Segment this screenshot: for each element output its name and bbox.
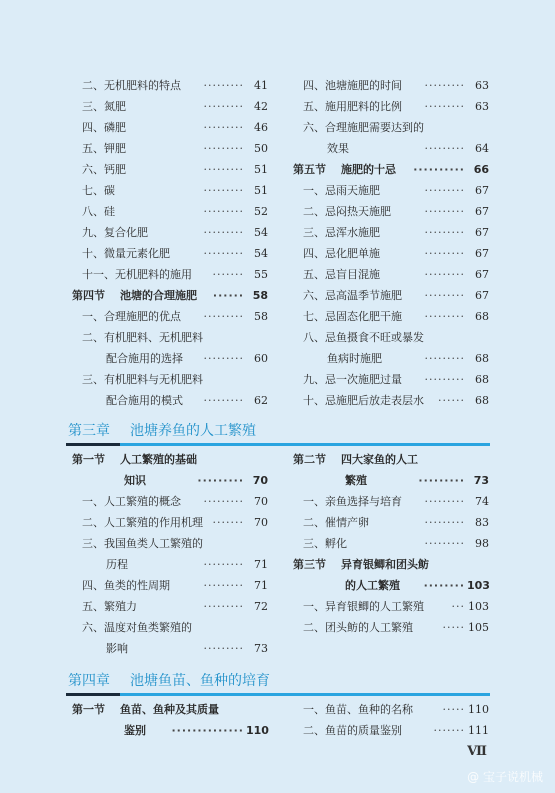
section-number: 第一节 <box>72 453 105 466</box>
leader-dots: ········· <box>203 600 244 613</box>
entry-label: 一、忌雨天施肥 <box>303 184 380 197</box>
leader-dots: ········· <box>203 247 244 260</box>
toc-entry[interactable] <box>293 721 489 741</box>
page-number: 103 <box>467 579 490 592</box>
entry-label: 三、有机肥料与无机肥料 <box>82 373 203 386</box>
page-number: 52 <box>254 205 268 218</box>
leader-dots: ······· <box>433 724 465 737</box>
leader-dots: ····· <box>442 621 465 634</box>
page-number: 105 <box>468 621 489 634</box>
entry-label: 七、忌固态化肥干施 <box>303 310 402 323</box>
toc-entry[interactable] <box>293 513 489 533</box>
toc-entry-continuation[interactable] <box>293 471 489 491</box>
page-number: 67 <box>475 205 489 218</box>
page-number: 110 <box>468 703 489 716</box>
page-number: 67 <box>475 184 489 197</box>
entry-label: 三、忌浑水施肥 <box>303 226 380 239</box>
leader-dots: ··· <box>451 600 465 613</box>
section-number: 第四节 <box>72 289 105 302</box>
entry-label: 二、团头鲂的人工繁殖 <box>303 621 413 634</box>
toc-section[interactable] <box>72 450 268 470</box>
toc-entry[interactable] <box>72 534 268 554</box>
page-number: 42 <box>254 100 268 113</box>
page-number: 68 <box>475 310 489 323</box>
page-number: 67 <box>475 247 489 260</box>
toc-entry[interactable] <box>293 492 489 512</box>
entry-label: 三、孵化 <box>303 537 347 550</box>
chapter-rule-dark <box>66 693 120 696</box>
entry-label: 四、磷肥 <box>82 121 126 134</box>
watermark <box>467 768 543 785</box>
entry-label: 二、无机肥料的特点 <box>82 79 181 92</box>
toc-entry[interactable] <box>293 534 489 554</box>
page-number: 74 <box>475 495 489 508</box>
toc-section[interactable] <box>72 286 268 306</box>
entry-label: 配合施用的模式 <box>106 394 183 407</box>
entry-label: 十一、无机肥料的施用 <box>82 268 192 281</box>
entry-label: 五、钾肥 <box>82 142 126 155</box>
toc-entry-continuation[interactable] <box>72 471 268 491</box>
entry-label: 四、鱼类的性周期 <box>82 579 170 592</box>
leader-dots: ········· <box>203 184 244 197</box>
entry-label: 二、催情产卵 <box>303 516 369 529</box>
leader-dots: ········· <box>203 121 244 134</box>
leader-dots: ······ <box>212 289 244 302</box>
toc-entry[interactable] <box>72 307 268 327</box>
entry-label: 一、合理施肥的优点 <box>82 310 181 323</box>
leader-dots: ········· <box>424 247 465 260</box>
leader-dots: ·············· <box>171 724 244 737</box>
chapter-heading-3 <box>66 420 490 446</box>
page-number: 73 <box>254 642 268 655</box>
toc-entry[interactable] <box>72 181 268 201</box>
toc-entry[interactable] <box>293 76 489 96</box>
leader-dots: ········· <box>424 226 465 239</box>
leader-dots: ········· <box>424 79 465 92</box>
entry-label: 二、鱼苗的质量鉴别 <box>303 724 402 737</box>
page-number: 63 <box>475 79 489 92</box>
toc-entry[interactable] <box>72 118 268 138</box>
page-number: 67 <box>475 226 489 239</box>
page-number: 46 <box>254 121 268 134</box>
leader-dots: ·········· <box>413 163 465 176</box>
toc-entry-continuation[interactable] <box>72 349 268 369</box>
page-number: 50 <box>254 142 268 155</box>
entry-label: 二、忌闷热天施肥 <box>303 205 391 218</box>
leader-dots: ········· <box>424 142 465 155</box>
leader-dots: ········· <box>197 474 244 487</box>
leader-dots: ········· <box>424 268 465 281</box>
chapter-heading-4 <box>66 670 490 696</box>
toc-entry-continuation[interactable] <box>72 639 268 659</box>
entry-label: 知识 <box>124 474 146 487</box>
toc-entry-continuation[interactable] <box>293 139 489 159</box>
chapter-rule-dark <box>66 443 120 446</box>
entry-label: 八、忌鱼摄食不旺或暴发 <box>303 331 424 344</box>
toc-column-ch4-right <box>293 700 489 744</box>
toc-entry[interactable] <box>293 618 489 638</box>
leader-dots: ········· <box>203 310 244 323</box>
leader-dots: ········· <box>424 495 465 508</box>
toc-entry[interactable] <box>72 618 268 638</box>
toc-entry-continuation[interactable] <box>72 391 268 411</box>
section-title: 施肥的十忌 <box>341 163 396 176</box>
toc-entry[interactable] <box>293 181 489 201</box>
toc-column-top-left <box>72 76 268 406</box>
chapter-number: 第三章 <box>68 423 110 439</box>
toc-entry[interactable] <box>72 97 268 117</box>
entry-label: 的人工繁殖 <box>345 579 400 592</box>
entry-label: 三、氮肥 <box>82 100 126 113</box>
page-number: 71 <box>254 579 268 592</box>
chapter-rule-blue <box>120 693 490 696</box>
page-number: 70 <box>254 516 268 529</box>
toc-entry[interactable] <box>293 265 489 285</box>
entry-label: 六、钙肥 <box>82 163 126 176</box>
section-title: 四大家鱼的人工 <box>341 453 418 466</box>
toc-entry[interactable] <box>293 370 489 390</box>
entry-label: 鉴别 <box>124 724 146 737</box>
toc-entry[interactable] <box>72 576 268 596</box>
section-title: 异育银鲫和团头鲂 <box>341 558 429 571</box>
page-number: 70 <box>254 495 268 508</box>
page-number: 111 <box>468 724 489 737</box>
toc-entry[interactable] <box>293 202 489 222</box>
page-number: 83 <box>475 516 489 529</box>
leader-dots: ········· <box>203 79 244 92</box>
entry-label: 影响 <box>106 642 128 655</box>
page-number: 71 <box>254 558 268 571</box>
leader-dots: ········· <box>424 205 465 218</box>
section-title: 池塘的合理施肥 <box>120 289 197 302</box>
page-number: 68 <box>475 373 489 386</box>
leader-dots: ········· <box>418 474 465 487</box>
entry-label: 七、碳 <box>82 184 115 197</box>
leader-dots: ······· <box>212 516 244 529</box>
toc-column-ch3-right <box>293 450 489 660</box>
entry-label: 四、池塘施肥的时间 <box>303 79 402 92</box>
toc-entry[interactable] <box>293 118 489 138</box>
leader-dots: ········· <box>203 579 244 592</box>
toc-entry-continuation[interactable] <box>72 721 268 741</box>
entry-label: 八、硅 <box>82 205 115 218</box>
page-number: 60 <box>254 352 268 365</box>
page-number: 110 <box>246 724 269 737</box>
toc-entry[interactable] <box>293 700 489 720</box>
page-number: 55 <box>254 268 268 281</box>
page-number: 41 <box>254 79 268 92</box>
leader-dots: ········· <box>203 394 244 407</box>
section-title: 鱼苗、鱼种及其质量 <box>120 703 219 716</box>
toc-entry[interactable] <box>293 597 489 617</box>
leader-dots: ········· <box>424 537 465 550</box>
entry-label: 九、复合化肥 <box>82 226 148 239</box>
toc-section[interactable] <box>293 555 489 575</box>
section-number: 第三节 <box>293 558 326 571</box>
page-number: 103 <box>468 600 489 613</box>
toc-entry[interactable] <box>72 160 268 180</box>
toc-entry[interactable] <box>293 244 489 264</box>
page-number: 63 <box>475 100 489 113</box>
leader-dots: ········· <box>203 495 244 508</box>
section-title: 人工繁殖的基础 <box>120 453 197 466</box>
page-number: 68 <box>475 352 489 365</box>
chapter-number: 第四章 <box>68 673 110 689</box>
toc-section[interactable] <box>293 160 489 180</box>
toc-entry-continuation[interactable] <box>72 555 268 575</box>
toc-section[interactable] <box>293 450 489 470</box>
page-number: 68 <box>475 394 489 407</box>
toc-entry[interactable] <box>293 286 489 306</box>
page-number: 51 <box>254 184 268 197</box>
entry-label: 十、微量元素化肥 <box>82 247 170 260</box>
entry-label: 五、施用肥料的比例 <box>303 100 402 113</box>
entry-label: 一、鱼苗、鱼种的名称 <box>303 703 413 716</box>
page-number: 54 <box>254 247 268 260</box>
page-number: 66 <box>473 163 489 176</box>
chapter-title: 池塘鱼苗、鱼种的培育 <box>130 673 270 689</box>
toc-entry[interactable] <box>72 139 268 159</box>
toc-entry[interactable] <box>72 223 268 243</box>
entry-label: 九、忌一次施肥过量 <box>303 373 402 386</box>
toc-entry[interactable] <box>293 223 489 243</box>
leader-dots: ········· <box>424 289 465 302</box>
toc-entry[interactable] <box>72 513 268 533</box>
toc-entry-continuation[interactable] <box>293 576 489 596</box>
entry-label: 繁殖 <box>345 474 367 487</box>
toc-entry[interactable] <box>293 391 489 411</box>
page-number: 72 <box>254 600 268 613</box>
page-number: 98 <box>475 537 489 550</box>
leader-dots: ········· <box>203 642 244 655</box>
page-number: 58 <box>252 289 268 302</box>
entry-label: 六、合理施肥需要达到的 <box>303 121 424 134</box>
leader-dots: ········· <box>203 142 244 155</box>
toc-entry[interactable] <box>72 265 268 285</box>
toc-entry-continuation[interactable] <box>293 349 489 369</box>
entry-label: 配合施用的选择 <box>106 352 183 365</box>
leader-dots: ········· <box>424 352 465 365</box>
leader-dots: ········· <box>203 352 244 365</box>
entry-label: 鱼病时施肥 <box>327 352 382 365</box>
leader-dots: ········ <box>423 579 465 592</box>
leader-dots: ······· <box>212 268 244 281</box>
leader-dots: ······ <box>438 394 465 407</box>
entry-label: 二、人工繁殖的作用机理 <box>82 516 203 529</box>
page-number: 64 <box>475 142 489 155</box>
toc-entry[interactable] <box>293 328 489 348</box>
leader-dots: ········· <box>203 226 244 239</box>
section-number: 第二节 <box>293 453 326 466</box>
page-number: 58 <box>254 310 268 323</box>
entry-label: 一、人工繁殖的概念 <box>82 495 181 508</box>
page-number: 62 <box>254 394 268 407</box>
toc-column-top-right <box>293 76 489 406</box>
leader-dots: ········· <box>203 100 244 113</box>
leader-dots: ········· <box>424 373 465 386</box>
entry-label: 一、亲鱼选择与培育 <box>303 495 402 508</box>
toc-entry[interactable] <box>72 370 268 390</box>
toc-entry[interactable] <box>72 597 268 617</box>
toc-column-ch3-left <box>72 450 268 660</box>
toc-entry[interactable] <box>72 492 268 512</box>
page-number: 73 <box>473 474 489 487</box>
entry-label: 一、异育银鲫的人工繁殖 <box>303 600 424 613</box>
toc-entry[interactable] <box>72 244 268 264</box>
entry-label: 六、温度对鱼类繁殖的 <box>82 621 192 634</box>
entry-label: 效果 <box>327 142 349 155</box>
toc-entry[interactable] <box>293 307 489 327</box>
entry-label: 十、忌施肥后放走表层水 <box>303 394 424 407</box>
toc-entry[interactable] <box>72 76 268 96</box>
leader-dots: ········· <box>203 163 244 176</box>
page-folio: Ⅶ <box>467 744 487 759</box>
watermark-text: @ 宝子说机械 <box>467 770 543 784</box>
leader-dots: ········· <box>424 310 465 323</box>
toc-section[interactable] <box>72 700 268 720</box>
toc-entry[interactable] <box>72 328 268 348</box>
entry-label: 六、忌高温季节施肥 <box>303 289 402 302</box>
leader-dots: ····· <box>442 703 465 716</box>
chapter-rule-blue <box>120 443 490 446</box>
leader-dots: ········· <box>203 558 244 571</box>
entry-label: 五、忌盲目混施 <box>303 268 380 281</box>
entry-label: 二、有机肥料、无机肥料 <box>82 331 203 344</box>
leader-dots: ········· <box>424 100 465 113</box>
chapter-title: 池塘养鱼的人工繁殖 <box>130 423 256 439</box>
entry-label: 三、我国鱼类人工繁殖的 <box>82 537 203 550</box>
toc-column-ch4-left <box>72 700 268 744</box>
page-number: 51 <box>254 163 268 176</box>
toc-entry[interactable] <box>293 97 489 117</box>
page-number: 67 <box>475 289 489 302</box>
toc-entry[interactable] <box>72 202 268 222</box>
entry-label: 历程 <box>106 558 128 571</box>
section-number: 第五节 <box>293 163 326 176</box>
page-number: 67 <box>475 268 489 281</box>
section-number: 第一节 <box>72 703 105 716</box>
leader-dots: ········· <box>424 516 465 529</box>
entry-label: 四、忌化肥单施 <box>303 247 380 260</box>
page-number: 54 <box>254 226 268 239</box>
page-number: 70 <box>252 474 268 487</box>
leader-dots: ········· <box>203 205 244 218</box>
leader-dots: ········· <box>424 184 465 197</box>
entry-label: 五、繁殖力 <box>82 600 137 613</box>
